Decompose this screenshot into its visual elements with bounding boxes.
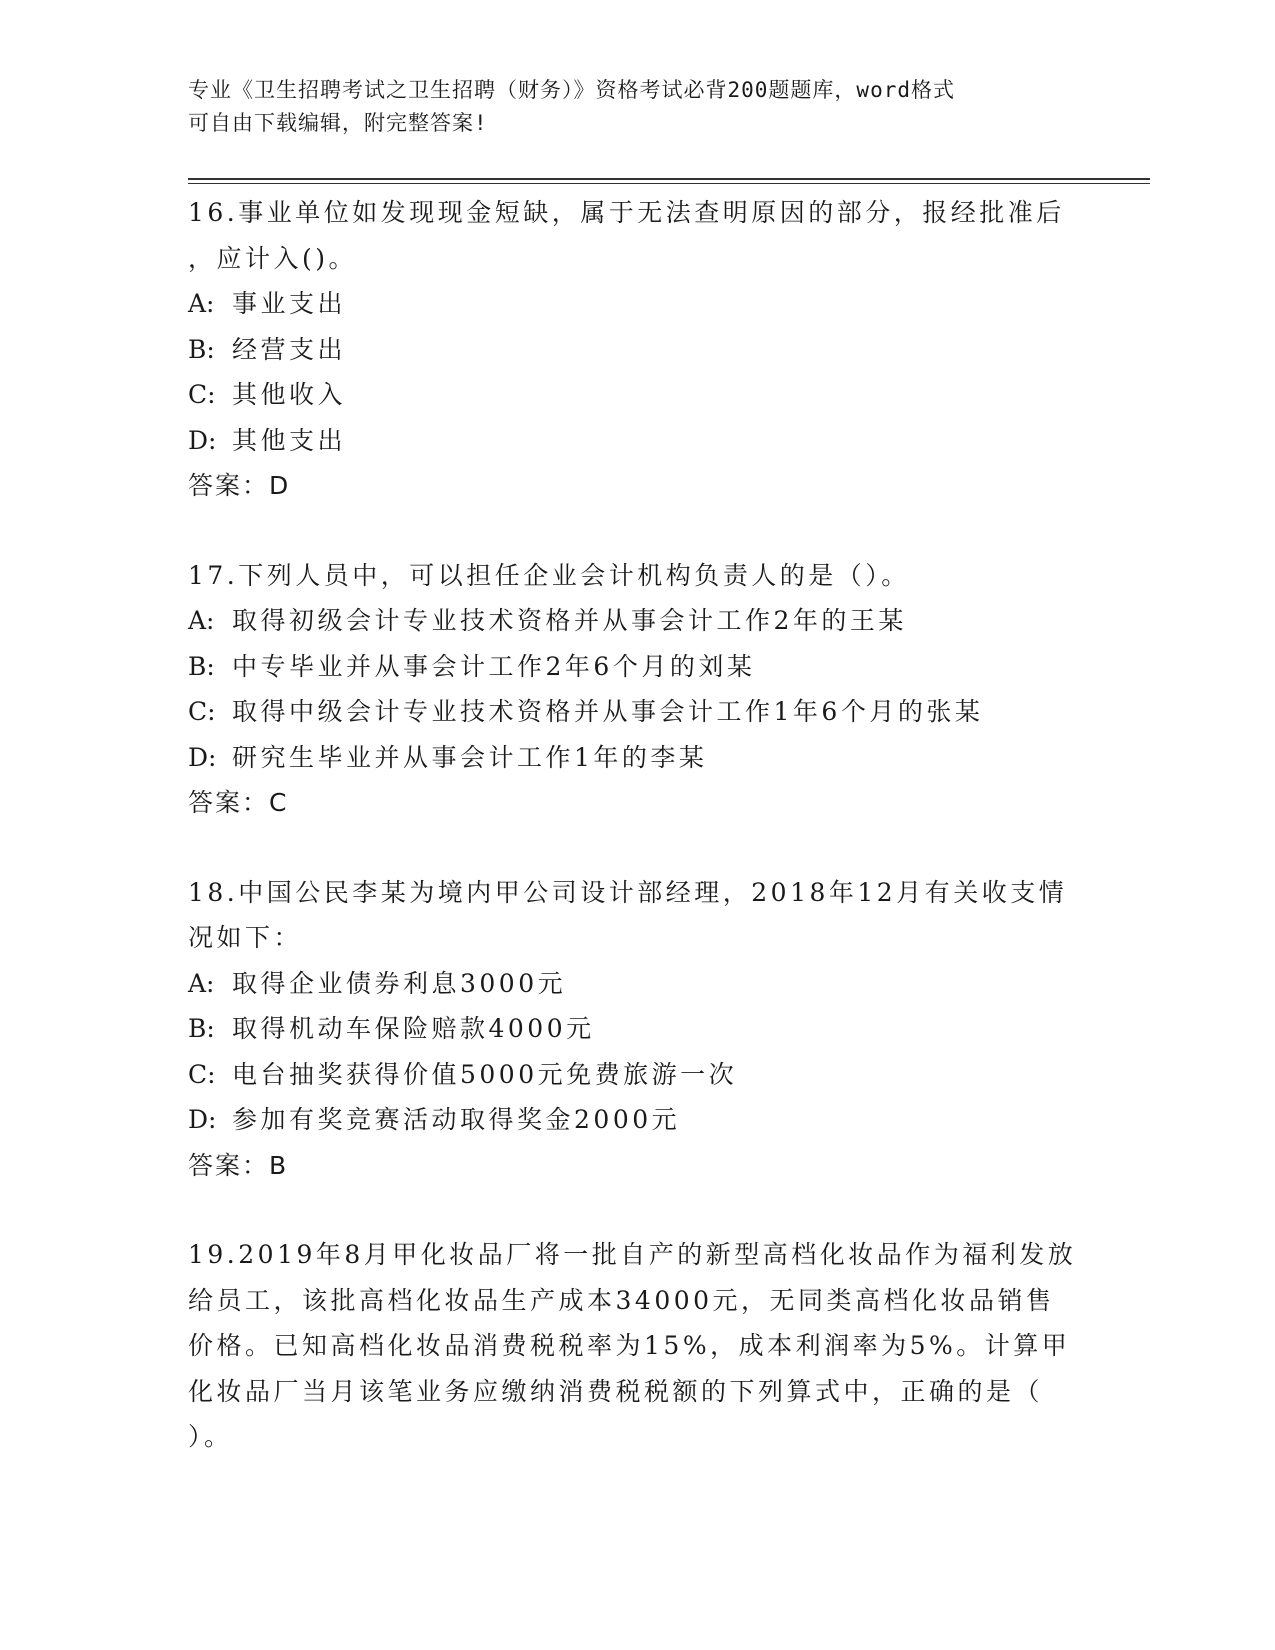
option-text: 取得机动车保险赔款4000元 [232, 1014, 595, 1043]
option-text: 研究生毕业并从事会计工作1年的李某 [232, 742, 708, 772]
question-19 [188, 1232, 1088, 1460]
option-b [188, 327, 1088, 373]
option-c [188, 1052, 1088, 1098]
option-text: 取得初级会计专业技术资格并从事会计工作2年的王某 [232, 606, 907, 635]
question-stem-line: 16.事业单位如发现现金短缺，属于无法查明原因的部分，报经批准后 [188, 198, 1065, 227]
option-text: 事业支出 [232, 289, 347, 318]
question-stem-line: 19.2019年8月甲化妆品厂将一批自产的新型高档化妆品作为福利发放 [188, 1240, 1077, 1269]
option-letter: A: [188, 289, 215, 318]
option-letter: B: [188, 651, 215, 681]
option-letter: D: [188, 1105, 217, 1134]
question-18 [188, 870, 1088, 1189]
question-stem-line: 18.中国公民李某为境内甲公司设计部经理，2018年12月有关收支情 [188, 877, 1068, 907]
option-letter: D: [188, 425, 217, 455]
question-list [188, 190, 1088, 1504]
question-stem-line: 给员工，该批高档化妆品生产成本34000元，无同类高档化妆品销售 [188, 1285, 1055, 1315]
option-a [188, 281, 1088, 327]
option-letter: B: [188, 334, 215, 364]
option-text: 中专毕业并从事会计工作2年6个月的刘某 [232, 651, 756, 681]
answer-line: 答案：B [188, 1150, 289, 1180]
option-letter: B: [188, 1014, 215, 1043]
option-letter: D: [188, 742, 217, 772]
question-stem-line: ）。 [188, 1422, 233, 1451]
answer-line: 答案：C [188, 788, 289, 817]
option-letter: C: [188, 380, 216, 409]
header-divider-thin [188, 183, 1150, 184]
question-17 [188, 553, 1088, 826]
option-d [188, 418, 1088, 464]
option-a [188, 598, 1088, 644]
question-stem-line: ，应计入()。 [188, 243, 358, 273]
option-text: 其他收入 [232, 380, 347, 409]
option-d [188, 1097, 1088, 1143]
question-stem-line: 17.下列人员中，可以担任企业会计机构负责人的是（）。 [188, 560, 910, 590]
document-header [188, 74, 1088, 140]
option-d [188, 735, 1088, 781]
header-divider-thick [188, 178, 1150, 180]
option-text: 取得企业债券利息3000元 [232, 968, 567, 998]
option-b [188, 644, 1088, 690]
question-stem-line: 化妆品厂当月该笔业务应缴纳消费税税额的下列算式中，正确的是（ [188, 1376, 1044, 1406]
option-text: 经营支出 [232, 334, 347, 364]
option-text: 参加有奖竞赛活动取得奖金2000元 [232, 1105, 681, 1134]
option-letter: A: [188, 968, 215, 998]
option-text: 其他支出 [232, 425, 347, 455]
option-letter: C: [188, 1059, 216, 1089]
question-16 [188, 190, 1088, 509]
option-letter: C: [188, 697, 216, 726]
option-text: 取得中级会计专业技术资格并从事会计工作1年6个月的张某 [232, 697, 984, 726]
header-line-1: 专业《卫生招聘考试之卫生招聘（财务）》资格考试必背200题题库，word格式 [188, 78, 955, 102]
option-c [188, 689, 1088, 735]
option-letter: A: [188, 606, 215, 635]
option-c [188, 372, 1088, 418]
option-b [188, 1006, 1088, 1052]
question-stem-line: 况如下： [188, 923, 303, 952]
option-text: 电台抽奖获得价值5000元免费旅游一次 [232, 1059, 738, 1089]
option-a [188, 961, 1088, 1007]
answer-line: 答案：D [188, 471, 291, 500]
header-line-2: 可自由下载编辑，附完整答案! [188, 111, 488, 135]
question-stem-line: 价格。已知高档化妆品消费税税率为15%，成本利润率为5%。计算甲 [188, 1331, 1071, 1360]
